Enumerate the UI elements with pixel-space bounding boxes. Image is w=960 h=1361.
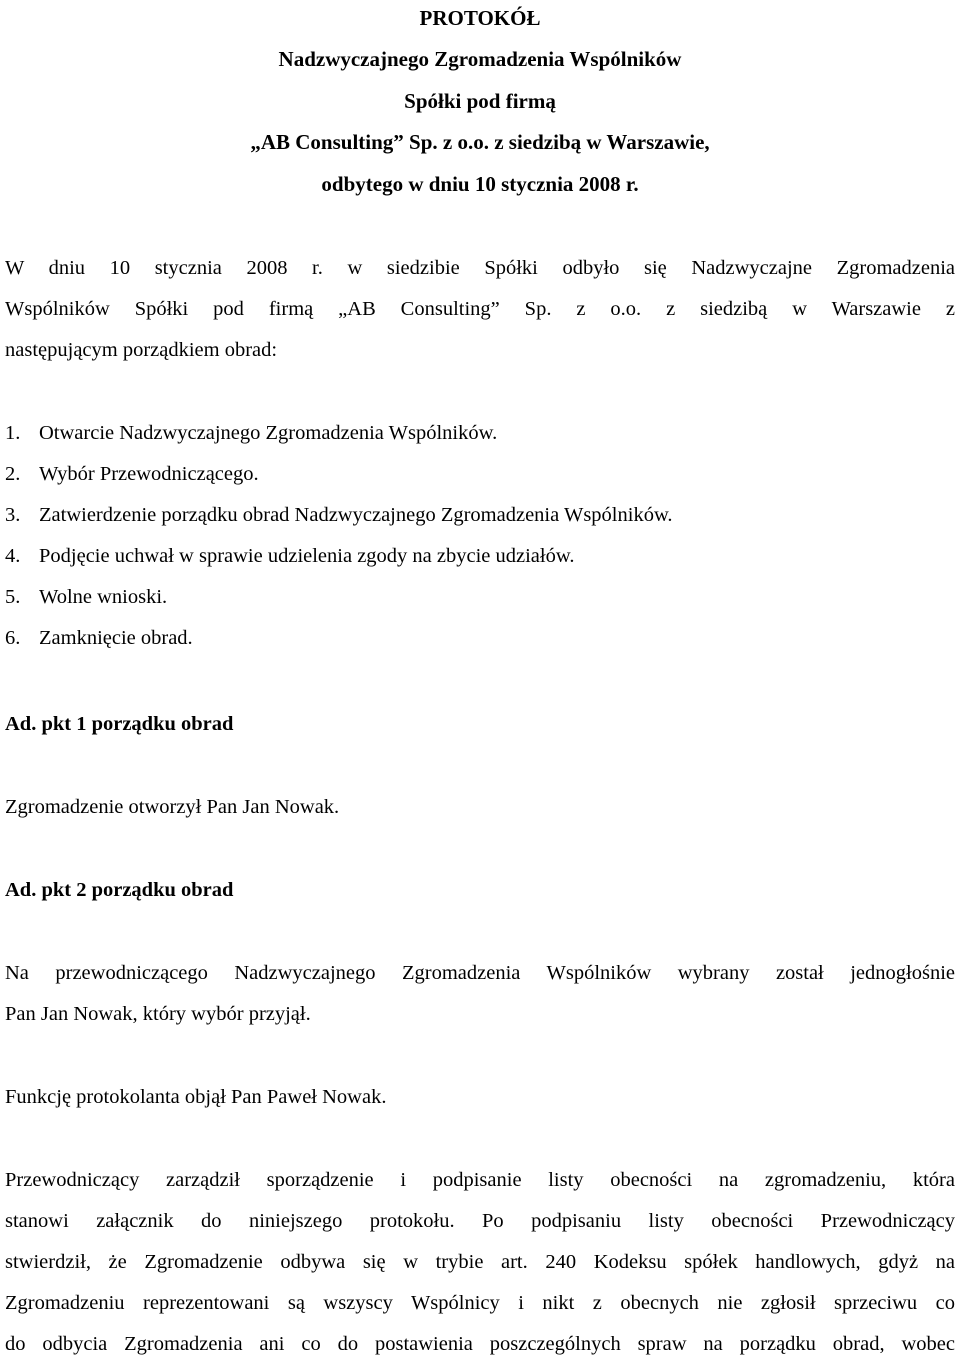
- paragraph-line: do odbycia Zgromadzenia ani co do postawienia poszczególnych spraw na porządku obrad, wobec: [5, 1333, 955, 1355]
- paragraph-line: Przewodniczący zarządził sporządzenie i podpisanie listy obecności na zgromadzeniu, która: [5, 1169, 955, 1191]
- title-subtitle-date: odbytego w dniu 10 stycznia 2008 r.: [321, 172, 639, 196]
- section-heading: Ad. pkt 2 porządku obrad: [5, 879, 234, 901]
- agenda-item: [5, 460, 259, 488]
- paragraph-line: Zgromadzeniu reprezentowani są wszyscy Wspólnicy i nikt z obecnych nie zgłosił sprzeciwu co: [5, 1292, 955, 1314]
- document-title: PROTOKÓŁ: [419, 6, 541, 30]
- agenda-item-number: 3.: [5, 504, 21, 526]
- agenda-item: [5, 624, 193, 652]
- agenda-item-text: Zamknięcie obrad.: [39, 627, 193, 649]
- agenda-item: [5, 419, 497, 447]
- agenda-item-text: Otwarcie Nadzwyczajnego Zgromadzenia Wspólników.: [39, 422, 498, 444]
- agenda-item-text: Podjęcie uchwał w sprawie udzielenia zgody na zbycie udziałów.: [39, 545, 575, 567]
- agenda-item: [5, 501, 673, 529]
- intro-line: następującym porządkiem obrad:: [5, 339, 278, 361]
- intro-line: Wspólników Spółki pod firmą „AB Consulting” Sp. z o.o. z siedzibą w Warszawie z: [5, 298, 955, 320]
- agenda-item-number: 4.: [5, 545, 21, 567]
- agenda-item: [5, 583, 167, 611]
- agenda-item-number: 2.: [5, 463, 21, 485]
- agenda-item-number: 1.: [5, 422, 21, 444]
- title-subtitle-company-label: Spółki pod firmą: [404, 89, 556, 113]
- paragraph-line: Funkcję protokolanta objął Pan Paweł Nowak.: [5, 1086, 387, 1108]
- title-subtitle-assembly: Nadzwyczajnego Zgromadzenia Wspólników: [278, 47, 682, 71]
- agenda-item-text: Wolne wnioski.: [39, 586, 168, 608]
- paragraph-line: Pan Jan Nowak, który wybór przyjął.: [5, 1003, 311, 1025]
- intro-line: W dniu 10 stycznia 2008 r. w siedzibie Spółki odbyło się Nadzwyczajne Zgromadzenia: [5, 257, 955, 279]
- paragraph-line: stwierdził, że Zgromadzenie odbywa się w trybie art. 240 Kodeksu spółek handlowych, gdyż na: [5, 1251, 955, 1273]
- agenda-item-number: 6.: [5, 627, 21, 649]
- section-heading: Ad. pkt 1 porządku obrad: [5, 713, 234, 735]
- title-subtitle-company-name: „AB Consulting” Sp. z o.o. z siedzibą w Warszawie,: [250, 130, 710, 154]
- agenda-item: [5, 542, 574, 570]
- paragraph-line: stanowi załącznik do niniejszego protokołu. Po podpisaniu listy obecności Przewodniczący: [5, 1210, 955, 1232]
- agenda-item-text: Zatwierdzenie porządku obrad Nadzwyczajnego Zgromadzenia Wspólników.: [39, 504, 673, 526]
- agenda-item-number: 5.: [5, 586, 21, 608]
- section-text: Zgromadzenie otworzył Pan Jan Nowak.: [5, 796, 340, 818]
- agenda-item-text: Wybór Przewodniczącego.: [39, 463, 259, 485]
- paragraph-line: Na przewodniczącego Nadzwyczajnego Zgromadzenia Wspólników wybrany został jednogłośnie: [5, 962, 955, 984]
